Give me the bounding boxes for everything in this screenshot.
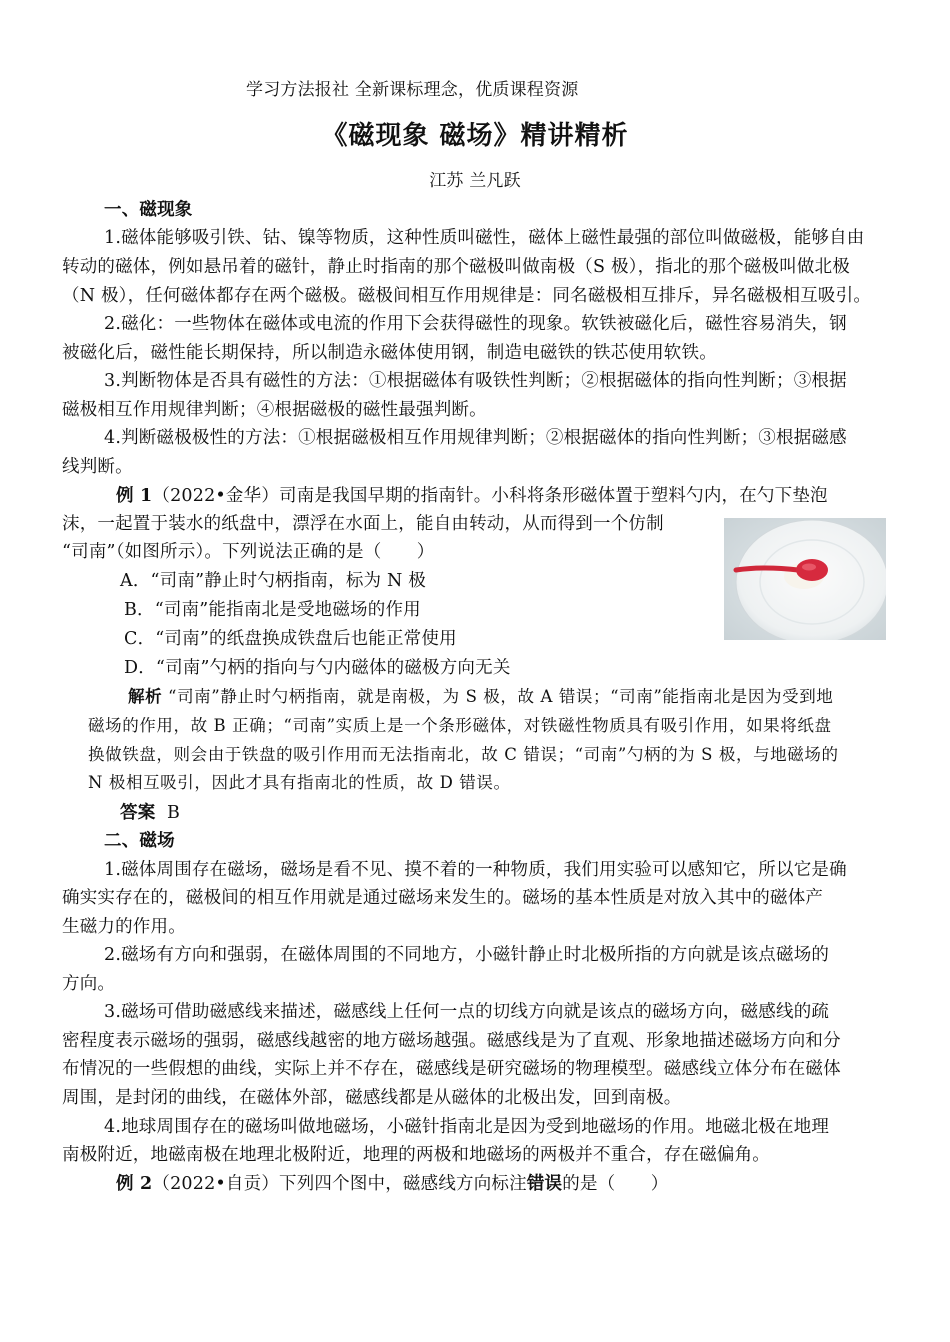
section1-line: 被磁化后，磁性能长期保持，所以制造永磁体使用钢，制造电磁铁的铁芯使用软铁。: [62, 343, 717, 363]
answer-label: 答案: [120, 803, 156, 823]
header-slogan: 学习方法报社 全新课标理念，优质课程资源: [246, 80, 579, 100]
example1-line2: 沫，一起置于装水的纸盘中，漂浮在水面上，能自由转动，从而得到一个仿制: [62, 514, 664, 534]
section1-line: （N 极），任何磁体都存在两个磁极。磁极间相互作用规律是：同名磁极相互排斥，异名磁极相互吸引。: [62, 286, 872, 306]
analysis-line: 换做铁盘，则会由于铁盘的吸引作用而无法指南北，故 C 错误；“司南”勺柄的为 S 极，与地磁场的: [88, 745, 839, 764]
answer-line: [120, 799, 180, 827]
section2-line: 方向。: [62, 974, 116, 994]
section1-line: 转动的磁体，例如悬吊着的磁针，静止时指南的那个磁极叫做南极（S 极），指北的那个磁极叫做北极: [62, 257, 850, 277]
section2-line: 3.磁场可借助磁感线来描述，磁感线上任何一点的切线方向就是该点的磁场方向，磁感线的疏: [104, 1002, 830, 1022]
section2-line: 确实实存在的，磁极间的相互作用就是通过磁场来发生的。磁场的基本性质是对放入其中的磁体产: [62, 888, 824, 908]
section2-line: 周围，是封闭的曲线，在磁体外部，磁感线都是从磁体的北极出发，回到南极。: [62, 1088, 682, 1108]
section2-line: 1.磁体周围存在磁场，磁场是看不见、摸不着的一种物质，我们用实验可以感知它，所以它是确: [104, 860, 847, 880]
section1-line: 磁极相互作用规律判断；④根据磁极的磁性最强判断。: [62, 400, 487, 420]
example1-option: B．“司南”能指南北是受地磁场的作用: [124, 600, 421, 620]
example2-text-after: 的是（ ）: [562, 1174, 669, 1194]
page-title: 《磁现象 磁场》精讲精析: [321, 121, 629, 151]
section1-line: 线判断。: [62, 457, 133, 477]
example1-option: C．“司南”的纸盘换成铁盘后也能正常使用: [124, 629, 457, 649]
example1-line1: （2022•金华）司南是我国早期的指南针。小科将条形磁体置于塑料勺内，在勺下垫泡: [152, 486, 828, 506]
example1-option: A．“司南”静止时勺柄指南，标为 N 极: [120, 571, 426, 591]
example1-stem: [116, 482, 828, 510]
section2-line: 布情况的一些假想的曲线，实际上并不存在，磁感线是研究磁场的物理模型。磁感线立体分布在磁体: [62, 1059, 841, 1079]
author-line: 江苏 兰凡跃: [429, 171, 521, 191]
example1-label: 例 1: [116, 486, 153, 506]
spoon-on-plate-photo-icon: [724, 518, 886, 640]
section1-heading: 一、磁现象: [104, 200, 193, 220]
section1-line: 4.判断磁极极性的方法：①根据磁极相互作用规律判断；②根据磁体的指向性判断；③根据磁感: [104, 428, 847, 448]
answer-value: B: [166, 803, 180, 823]
section2-line: 生磁力的作用。: [62, 917, 186, 937]
section2-heading: 二、磁场: [104, 831, 175, 851]
example2-stem: [116, 1170, 668, 1198]
section2-line: 2.磁场有方向和强弱，在磁体周围的不同地方，小磁针静止时北极所指的方向就是该点磁场的: [104, 945, 830, 965]
analysis-line: N 极相互吸引，因此才具有指南北的性质，故 D 错误。: [88, 773, 511, 792]
example2-emphasis: 错误: [526, 1174, 563, 1194]
analysis-text: “司南”静止时勺柄指南，就是南极，为 S 极，故 A 错误；“司南”能指南北是因为受到地: [162, 687, 834, 706]
section1-line: 2.磁化：一些物体在磁体或电流的作用下会获得磁性的现象。软铁被磁化后，磁性容易消失，钢: [104, 314, 847, 334]
analysis-line: 磁场的作用，故 B 正确；“司南”实质上是一个条形磁体，对铁磁性物质具有吸引作用，如果将纸盘: [88, 716, 832, 735]
section2-line: 4.地球周围存在的磁场叫做地磁场，小磁针指南北是因为受到地磁场的作用。地磁北极在地理: [104, 1117, 830, 1137]
analysis-label: 解析: [128, 687, 163, 706]
section2-line: 密程度表示磁场的强弱，磁感线越密的地方磁场越强。磁感线是为了直观、形象地描述磁场方向和分: [62, 1031, 841, 1051]
example1-option: D．“司南”勺柄的指向与勺内磁体的磁极方向无关: [124, 658, 511, 678]
analysis-line: [128, 683, 833, 711]
section1-line: 3.判断物体是否具有磁性的方法：①根据磁体有吸铁性判断；②根据磁体的指向性判断；③根据: [104, 371, 847, 391]
example2-label: 例 2: [116, 1174, 153, 1194]
example2-text-before: （2022•自贡）下列四个图中，磁感线方向标注: [152, 1174, 527, 1194]
section1-line: 1.磁体能够吸引铁、钴、镍等物质，这种性质叫磁性，磁体上磁性最强的部位叫做磁极，能够自由: [104, 228, 865, 248]
section2-line: 南极附近，地磁南极在地理北极附近，地理的两极和地磁场的两极并不重合，存在磁偏角。: [62, 1145, 770, 1165]
example1-line3: “司南”（如图所示）。下列说法正确的是（ ）: [62, 542, 435, 562]
